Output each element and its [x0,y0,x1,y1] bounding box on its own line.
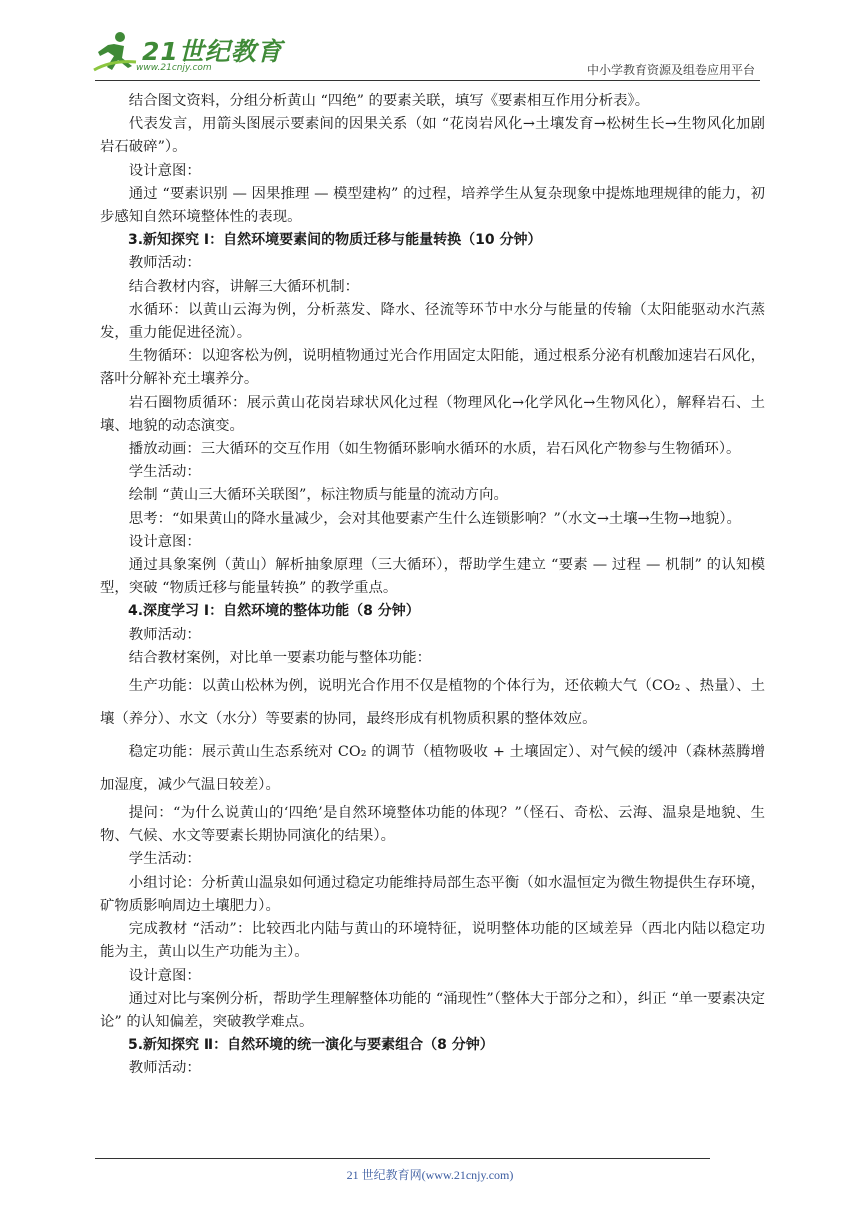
paragraph: 通过对比与案例分析，帮助学生理解整体功能的 “涌现性”（整体大于部分之和），纠正 “单一要素决定论” 的认知偏差，突破教学难点。 [100,990,765,1030]
logo-url-text: www.21cnjy.com [136,63,212,73]
paragraph: 设计意图： [128,533,201,550]
paragraph: 生产功能：以黄山松林为例，说明光合作用不仅是植物的个体行为，还依赖大气（CO₂ 、热量）、土壤（养分）、水文（水分）等要素的协同，最终形成有机物质积累的整体效应。 [100,678,765,728]
header-divider [95,80,760,81]
logo [92,30,283,80]
paragraph: 生物循环：以迎客松为例，说明植物通过光合作用固定太阳能，通过根系分泌有机酸加速岩石风化，落叶分解补充土壤养分。 [100,348,765,388]
paragraph: 学生活动： [128,851,201,868]
page-header [0,0,860,82]
paragraph: 播放动画：三大循环的交互作用（如生物循环影响水循环的水质，岩石风化产物参与生物循环）。 [128,441,741,458]
paragraph: 思考：“如果黄山的降水量减少，会对其他要素产生什么连锁影响？”（水文→土壤→生物→地貌）。 [128,510,741,527]
section-heading: 5.新知探究 Ⅱ：自然环境的统一演化与要素组合（8 分钟） [128,1037,494,1054]
paragraph: 提问：“为什么说黄山的‘四绝’是自然环境整体功能的体现？”（怪石、奇松、云海、温泉是地貌、生物、气候、水文等要素长期协同演化的结果）。 [100,805,765,845]
section-heading: 4.深度学习 Ⅰ：自然环境的整体功能（8 分钟） [128,603,420,620]
paragraph: 通过具象案例（黄山）解析抽象原理（三大循环），帮助学生建立 “要素 — 过程 — 机制” 的认知模型，突破 “物质迁移与能量转换” 的教学重点。 [100,557,765,597]
paragraph: 完成教材 “活动”：比较西北内陆与黄山的环境特征，说明整体功能的区域差异（西北内陆以稳定功能为主，黄山以生产功能为主）。 [100,921,765,961]
platform-title: 中小学教育资源及组卷应用平台 [586,63,755,77]
paragraph: 结合图文资料，分组分析黄山 “四绝” 的要素关联，填写《要素相互作用分析表》。 [128,93,650,109]
section-heading: 3.新知探究 Ⅰ：自然环境要素间的物质迁移与能量转换（10 分钟） [128,232,542,249]
document-body [100,90,765,1081]
paragraph: 通过 “要素识别 — 因果推理 — 模型建构” 的过程，培养学生从复杂现象中提炼地理规律的能力，初步感知自然环境整体性的表现。 [100,185,765,226]
paragraph: 学生活动： [128,464,201,481]
paragraph: 结合教材内容，讲解三大循环机制： [128,278,360,295]
paragraph: 教师活动： [128,626,201,643]
paragraph: 设计意图： [128,967,201,984]
paragraph: 岩石圈物质循环：展示黄山花岗岩球状风化过程（物理风化→化学风化→生物风化），解释岩石、土壤、地貌的动态演变。 [100,394,765,434]
paragraph: 小组讨论：分析黄山温泉如何通过稳定功能维持局部生态平衡（如水温恒定为微生物提供生存环境，矿物质影响周边土壤肥力）。 [100,874,765,914]
paragraph: 水循环：以黄山云海为例，分析蒸发、降水、径流等环节中水分与能量的传输（太阳能驱动水汽蒸发，重力能促进径流）。 [100,301,765,342]
paragraph: 教师活动： [128,255,201,272]
logo-main-text: 21世纪教育 [142,37,283,66]
footer-link[interactable]: 21 世纪教育网(www.21cnjy.com) [346,1168,514,1182]
paragraph: 稳定功能：展示黄山生态系统对 CO₂ 的调节（植物吸收 + 土壤固定）、对气候的缓冲（森林蒸腾增加湿度，减少气温日较差）。 [100,744,765,794]
paragraph: 设计意图： [128,162,201,179]
footer-divider [95,1158,710,1159]
paragraph: 结合教材案例，对比单一要素功能与整体功能： [128,649,432,666]
paragraph: 绘制 “黄山三大循环关联图”，标注物质与能量的流动方向。 [128,487,508,504]
paragraph: 代表发言，用箭头图展示要素间的因果关系（如 “花岗岩风化→土壤发育→松树生长→生物风化加剧岩石破碎”）。 [100,116,765,156]
paragraph: 教师活动： [128,1060,201,1077]
